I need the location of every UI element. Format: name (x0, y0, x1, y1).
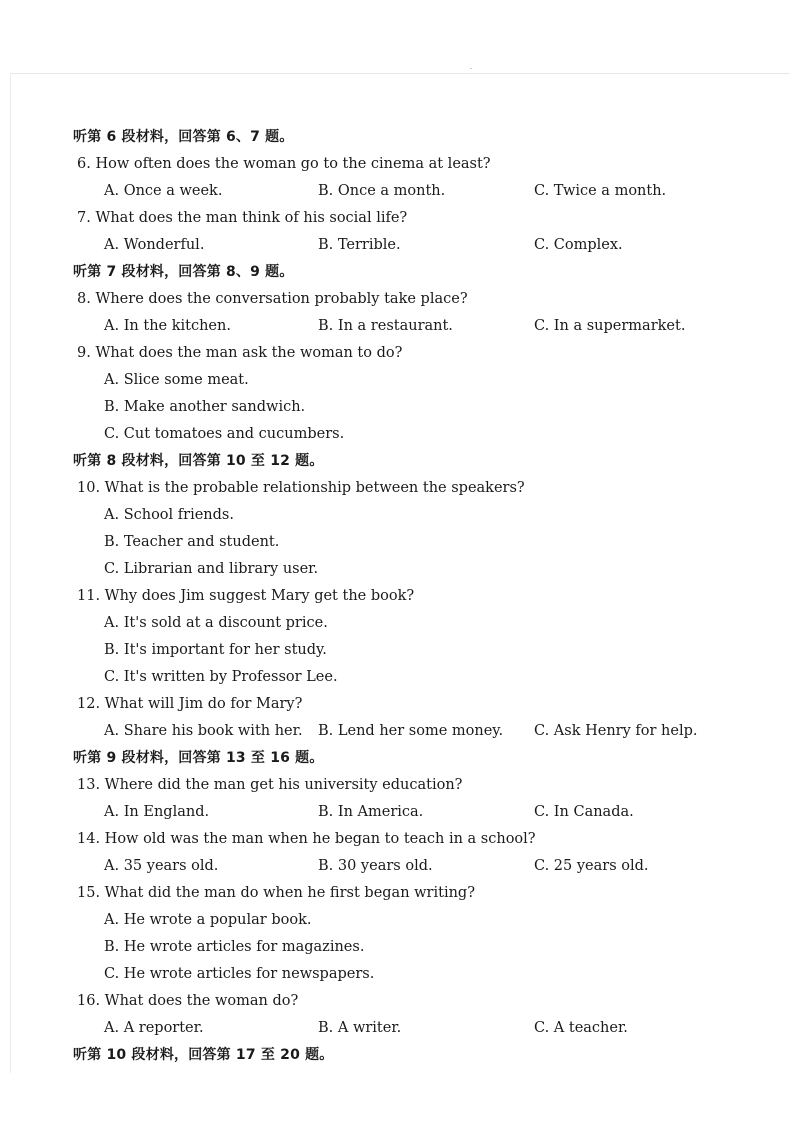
scan-speck (470, 68, 472, 69)
question-10: 10. What is the probable relationship between the speakers? (77, 480, 525, 496)
option-8a: A. In the kitchen. (104, 318, 231, 334)
option-10a: A. School friends. (104, 507, 234, 523)
page-top-edge (10, 73, 790, 74)
option-14b: B. 30 years old. (318, 858, 433, 874)
options-row-8 (73, 313, 753, 340)
question-15: 15. What did the man do when he first began writing? (77, 885, 475, 901)
option-15c: C. He wrote articles for newspapers. (104, 966, 375, 982)
option-14c: C. 25 years old. (534, 858, 649, 874)
option-6a: A. Once a week. (104, 183, 223, 199)
option-9a: A. Slice some meat. (104, 372, 249, 388)
question-6: 6. How often does the woman go to the cinema at least? (77, 156, 491, 172)
option-11a: A. It's sold at a discount price. (104, 615, 328, 631)
option-13c: C. In Canada. (534, 804, 634, 820)
option-9c: C. Cut tomatoes and cucumbers. (104, 426, 345, 442)
question-12: 12. What will Jim do for Mary? (77, 696, 303, 712)
options-row-7 (73, 232, 753, 259)
options-row-16 (73, 1015, 753, 1042)
option-12a: A. Share his book with her. (104, 723, 303, 739)
option-12c: C. Ask Henry for help. (534, 723, 698, 739)
question-7: 7. What does the man think of his social life? (77, 210, 408, 226)
option-16c: C. A teacher. (534, 1020, 628, 1036)
option-13a: A. In England. (104, 804, 210, 820)
question-16: 16. What does the woman do? (77, 993, 299, 1009)
options-row-6 (73, 178, 753, 205)
option-15b: B. He wrote articles for magazines. (104, 939, 365, 955)
option-16a: A. A reporter. (104, 1020, 204, 1036)
question-11: 11. Why does Jim suggest Mary get the book? (77, 588, 415, 604)
section-heading-7: 听第 7 段材料，回答第 8、9 题。 (73, 264, 294, 280)
option-9b: B. Make another sandwich. (104, 399, 306, 415)
option-8b: B. In a restaurant. (318, 318, 453, 334)
options-row-12 (73, 718, 753, 745)
option-11c: C. It's written by Professor Lee. (104, 669, 338, 685)
option-10c: C. Librarian and library user. (104, 561, 319, 577)
question-14: 14. How old was the man when he began to teach in a school? (77, 831, 536, 847)
option-11b: B. It's important for her study. (104, 642, 327, 658)
question-13: 13. Where did the man get his university education? (77, 777, 463, 793)
section-heading-6: 听第 6 段材料，回答第 6、7 题。 (73, 129, 294, 145)
option-15a: A. He wrote a popular book. (104, 912, 312, 928)
option-7c: C. Complex. (534, 237, 623, 253)
option-14a: A. 35 years old. (104, 858, 219, 874)
option-6b: B. Once a month. (318, 183, 446, 199)
options-row-13 (73, 799, 753, 826)
option-7b: B. Terrible. (318, 237, 401, 253)
question-8: 8. Where does the conversation probably take place? (77, 291, 468, 307)
option-6c: C. Twice a month. (534, 183, 667, 199)
section-heading-10: 听第 10 段材料，回答第 17 至 20 题。 (73, 1047, 334, 1063)
option-7a: A. Wonderful. (104, 237, 205, 253)
exam-content (73, 124, 753, 1069)
option-8c: C. In a supermarket. (534, 318, 686, 334)
option-12b: B. Lend her some money. (318, 723, 504, 739)
option-10b: B. Teacher and student. (104, 534, 280, 550)
option-13b: B. In America. (318, 804, 424, 820)
section-heading-9: 听第 9 段材料，回答第 13 至 16 题。 (73, 750, 324, 766)
section-heading-8: 听第 8 段材料，回答第 10 至 12 题。 (73, 453, 324, 469)
options-row-14 (73, 853, 753, 880)
page-left-edge (10, 73, 11, 1073)
question-9: 9. What does the man ask the woman to do? (77, 345, 403, 361)
option-16b: B. A writer. (318, 1020, 402, 1036)
